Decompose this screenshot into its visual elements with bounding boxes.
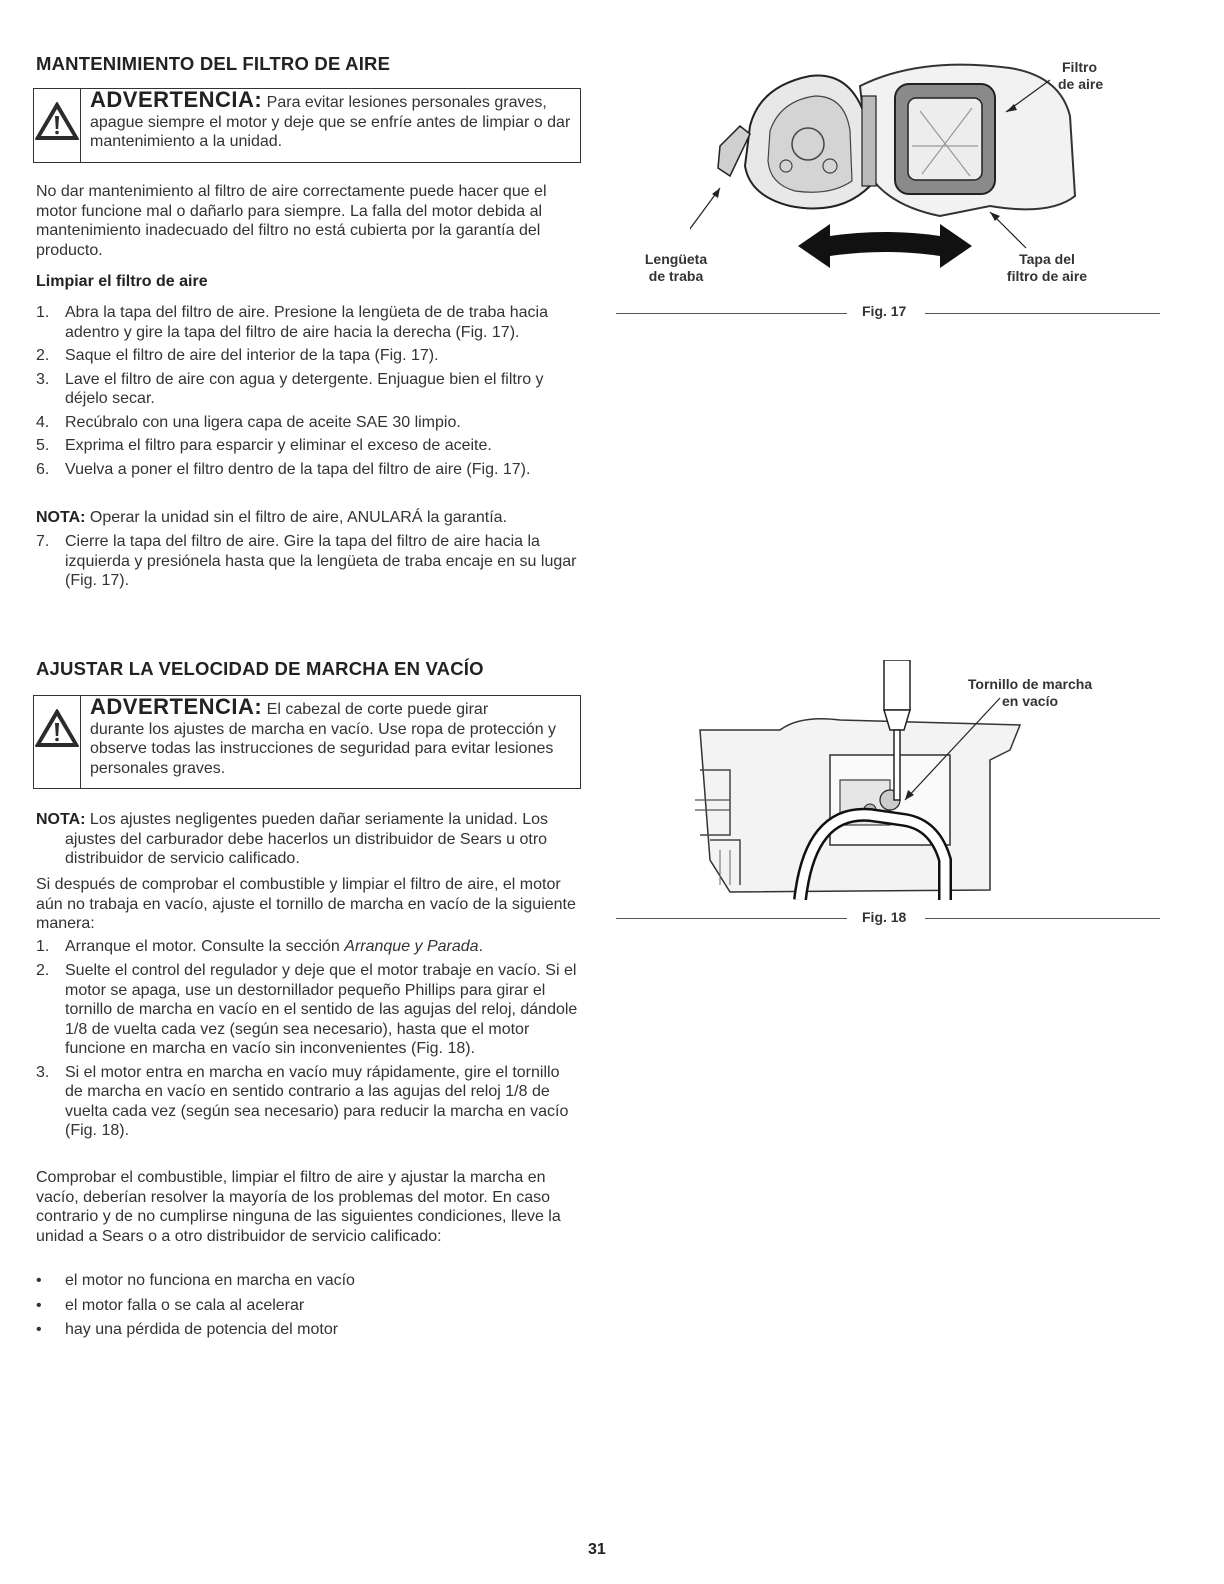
warning-lead: Para evitar lesiones personales graves, [262, 94, 547, 111]
idle-conditions-list [36, 1271, 581, 1345]
list-item: 7. Cierre la tapa del filtro de aire. Gire la tapa del filtro de aire hacia la izquierda y presiónela hasta que la lengüeta de traba encaje en su lugar (Fig. 17). [36, 533, 577, 589]
fig17-caption: Fig. 17 [862, 303, 907, 319]
idle-closing: Comprobar el combustible, limpiar el filtro de aire y ajustar la marcha en vacío, deberían resolver la mayoría de los problemas del motor. En caso contrario y de no cumplirse ninguna de las siguientes condiciones, lleve la unidad a Sears o a otro distribuidor de servicio calificado: [36, 1169, 561, 1245]
rotation-arrow-icon [798, 224, 972, 268]
list-item: • hay una pérdida de potencia del motor [36, 1321, 339, 1338]
label-idle-screw: Tornillo de marcha en vacío [967, 676, 1093, 709]
warning-triangle-icon [34, 101, 80, 141]
warning-rest: apague siempre el motor y deje que se enfríe antes de limpiar o dar mantenimiento a la unidad. [90, 113, 571, 150]
air-filter-note [36, 508, 581, 528]
list-item: • el motor falla o se cala al acelerar [36, 1296, 305, 1314]
warning-icon-cell [34, 89, 81, 162]
section-reference: Arranque y Parada [344, 938, 479, 955]
list-item: 1. Abra la tapa del filtro de aire. Presione la lengüeta de de traba hacia adentro y gire la tapa del filtro de aire hacia la derecha (Fig. 17). [36, 304, 548, 341]
fig18-rule-left [616, 918, 847, 919]
list-item: 2. Suelte el control del regulador y deje que el motor trabaje en vacío. Si el motor se apaga, use un destornillador pequeño Phillips para girar el tornillo de marcha en vacío en el sentido de las agujas del reloj, dándole 1/8 de vuelta cada vez (según sea necesario), hasta que el motor funcione en marcha en vacío sin inconvenientes (Fig. 18). [36, 962, 578, 1057]
air-filter-illustration [690, 56, 1090, 278]
note-text: Los ajustes negligentes pueden dañar seriamente la unidad. Los ajustes del carburador debe hacerlos un distribuidor de Sears u otro distribuidor de servicio calificado. [65, 811, 549, 867]
list-item: 3. Si el motor entra en marcha en vacío muy rápidamente, gire el tornillo de marcha en vacío en sentido contrario a las agujas del reloj 1/8 de vuelta cada vez (según sea necesario) para reducir la marcha en vacío (Fig. 18). [36, 1063, 569, 1139]
screwdriver [894, 730, 900, 800]
warning-box-idle-speed [33, 695, 581, 789]
list-item: • el motor no funciona en marcha en vacío [36, 1272, 355, 1289]
fig18-rule-right [925, 918, 1160, 919]
fig18-caption: Fig. 18 [862, 909, 907, 925]
idle-intro: Si después de comprobar el combustible y limpiar el filtro de aire, el motor aún no trabaja en vacío, ajuste el tornillo de marcha en vacío de la siguiente manera: [36, 876, 576, 932]
warning-label: ADVERTENCIA: [90, 694, 263, 719]
fig17-rule-right [925, 313, 1160, 314]
warning-triangle-icon [34, 708, 80, 748]
list-item: 1. Arranque el motor. Consulte la sección Arranque y Parada. [36, 938, 484, 955]
label-filter-cover: Tapa del filtro de aire [1006, 251, 1088, 284]
note-label: NOTA: [36, 509, 86, 526]
page-number: 31 [588, 1541, 606, 1558]
list-item: 5. Exprima el filtro para esparcir y eliminar el exceso de aceite. [36, 437, 492, 454]
label-latch-tab: Lengüeta de traba [644, 251, 708, 284]
label-air-filter: Filtro de aire [1058, 59, 1104, 92]
section-title-air-filter: MANTENIMIENTO DEL FILTRO DE AIRE [36, 53, 391, 74]
air-filter-step-7 [36, 532, 581, 595]
note-text: Operar la unidad sin el filtro de aire, ANULARÁ la garantía. [85, 509, 508, 526]
list-item: 6. Vuelva a poner el filtro dentro de la tapa del filtro de aire (Fig. 17). [36, 460, 531, 478]
warning-box-air-filter [33, 88, 581, 163]
air-filter-intro: No dar mantenimiento al filtro de aire correctamente puede hacer que el motor funcione mal o dañarlo para siempre. La falla del motor debida al mantenimiento inadecuado del filtro no está cubierta por la garantía del producto. [36, 183, 547, 259]
list-item: 4. Recúbralo con una ligera capa de aceite SAE 30 limpio. [36, 413, 461, 431]
idle-steps [36, 961, 581, 1145]
warning-lead: El cabezal de corte puede girar [262, 701, 489, 718]
note-label: NOTA: [36, 811, 86, 828]
warning-rest: durante los ajustes de marcha en vacío. Use ropa de protección y observe todas las instrucciones de seguridad para evitar lesiones personales graves. [90, 720, 557, 777]
warning-text [81, 696, 580, 788]
warning-label: ADVERTENCIA: [90, 87, 263, 112]
idle-step-1 [36, 937, 581, 961]
air-filter-steps [36, 303, 581, 483]
section-title-idle-speed: AJUSTAR LA VELOCIDAD DE MARCHA EN VACÍO [36, 658, 484, 679]
idle-note [36, 810, 581, 869]
warning-icon-cell [34, 696, 81, 788]
list-item: 3. Lave el filtro de aire con agua y detergente. Enjuague bien el filtro y déjelo secar. [36, 370, 544, 407]
subheading-clean-filter: Limpiar el filtro de aire [36, 273, 208, 290]
fig17-rule-left [616, 313, 847, 314]
warning-text [81, 89, 580, 162]
list-item: 2. Saque el filtro de aire del interior de la tapa (Fig. 17). [36, 347, 439, 364]
